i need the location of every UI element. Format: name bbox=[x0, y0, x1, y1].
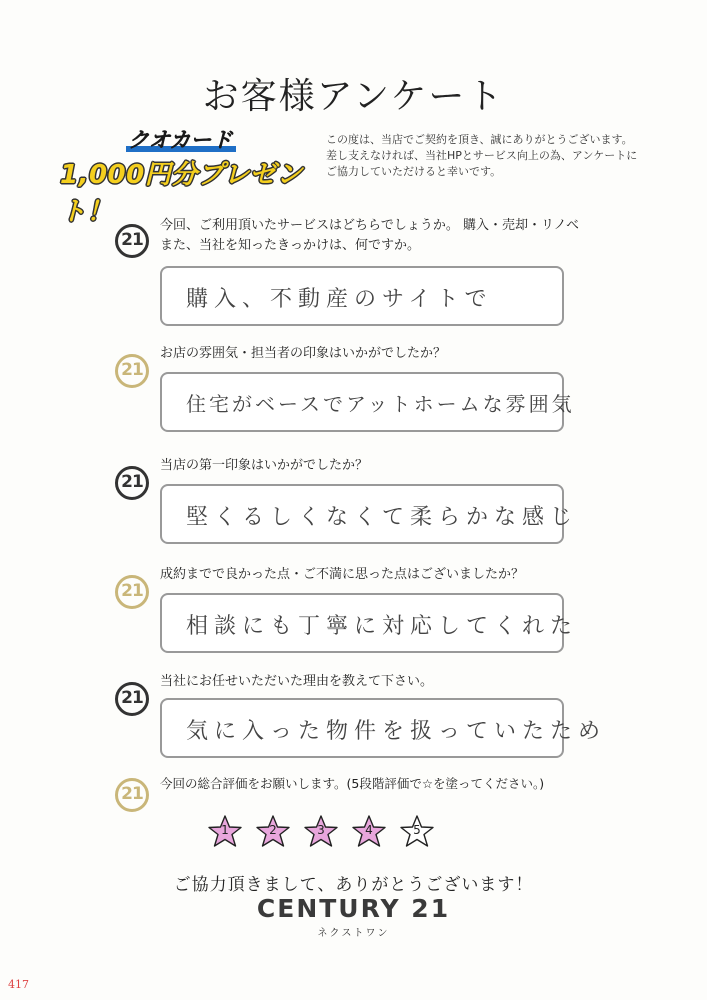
question-text bbox=[160, 565, 630, 585]
promo-present: 1,000円分プレゼント！ bbox=[60, 160, 303, 227]
promo-quo-card bbox=[128, 124, 232, 154]
question-text bbox=[160, 456, 630, 476]
handwritten-answer: 堅くるしくなくて柔らかな感じ bbox=[186, 505, 579, 530]
intro-line: ご協力していただけると幸いです。 bbox=[326, 165, 502, 178]
question-line: お店の雰囲気・担当者の印象はいかがでしたか？ bbox=[160, 346, 447, 361]
century21-icon: 21 bbox=[115, 224, 149, 258]
handwritten-answer: 購入、不動産のサイトで bbox=[186, 287, 493, 312]
star-number: 2 bbox=[269, 823, 277, 837]
promo-line1: クオカード bbox=[128, 128, 233, 152]
star-3-icon[interactable] bbox=[303, 814, 339, 850]
thanks-message: ご協力頂きまして、ありがとうございます！ bbox=[173, 875, 534, 895]
century21-icon: 21 bbox=[115, 575, 149, 609]
century21-icon: 21 bbox=[115, 466, 149, 500]
star-1-icon[interactable] bbox=[207, 814, 243, 850]
branch-name: ネクストワン bbox=[317, 928, 390, 939]
star-rating bbox=[207, 814, 457, 850]
answer-box[interactable] bbox=[160, 484, 579, 544]
intro-line: この度は、当店でご契約を頂き、誠にありがとうございます。 bbox=[326, 133, 633, 146]
question-text bbox=[160, 216, 630, 256]
question-text bbox=[160, 672, 630, 692]
handwritten-answer: 住宅がベースでアットホームな雰囲気 bbox=[186, 392, 575, 416]
star-number: 5 bbox=[413, 823, 421, 837]
intro-text bbox=[326, 132, 666, 180]
answer-box[interactable] bbox=[160, 372, 575, 432]
century21-icon: 21 bbox=[115, 778, 149, 812]
answer-box[interactable] bbox=[160, 593, 579, 653]
handwritten-answer: 相談にも丁寧に対応してくれた bbox=[186, 614, 579, 639]
question-line: 当社にお任せいただいた理由を教えて下さい。 bbox=[160, 674, 434, 689]
promo-banner bbox=[52, 122, 342, 227]
star-4-icon[interactable] bbox=[351, 814, 387, 850]
star-number: 3 bbox=[317, 823, 325, 837]
question-line: 成約までで良かった点・ご不満に思った点はございましたか？ bbox=[160, 567, 525, 582]
intro-line: 差し支えなければ、当社HPとサービス向上の為、アンケートに bbox=[326, 149, 638, 162]
century21-icon: 21 bbox=[115, 354, 149, 388]
century21-icon: 21 bbox=[115, 682, 149, 716]
handwritten-answer: 気に入った物件を扱っていたため bbox=[186, 719, 607, 744]
question-text bbox=[160, 344, 630, 364]
star-5-icon[interactable] bbox=[399, 814, 435, 850]
page-number: 417 bbox=[8, 978, 29, 991]
star-2-icon[interactable] bbox=[255, 814, 291, 850]
answer-box[interactable] bbox=[160, 266, 564, 326]
question-line: 今回、ご利用頂いたサービスはどちらでしょうか。 購入・売却・リノベ bbox=[160, 218, 579, 233]
century21-logo: CENTURY 21 bbox=[256, 894, 451, 923]
answer-box[interactable] bbox=[160, 698, 607, 758]
rating-prompt: 今回の総合評価をお願いします。(5段階評価で☆を塗ってください。) bbox=[160, 776, 545, 791]
star-number: 4 bbox=[365, 823, 373, 837]
question-line: また、当社を知ったきっかけは、何ですか。 bbox=[160, 238, 421, 253]
question-line: 当店の第一印象はいかがでしたか？ bbox=[160, 458, 369, 473]
star-number: 1 bbox=[221, 823, 229, 837]
page-title: お客様アンケート bbox=[202, 76, 505, 117]
